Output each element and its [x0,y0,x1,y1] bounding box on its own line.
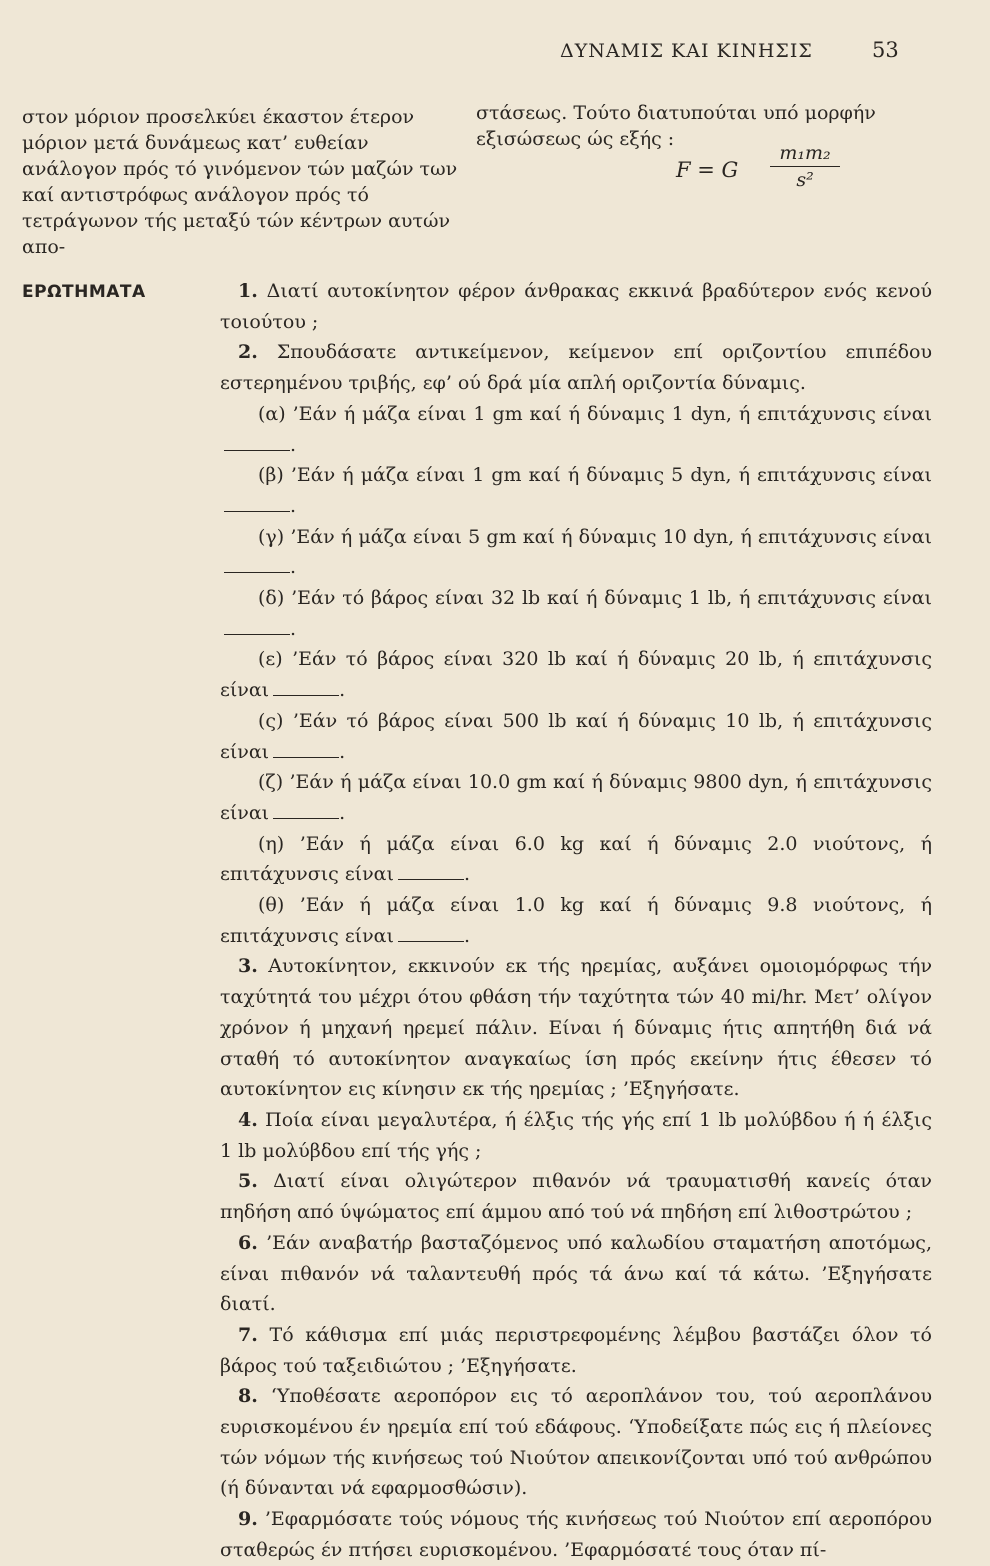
sub-question-text: ’Εάν ή μάζα είναι 1.0 kg καί ή δύναμις 9.8 νιούτονς, ή επιτάχυνσις είναι [220,894,932,947]
question [220,1105,932,1166]
question-number: 9. [238,1508,258,1531]
question-number: 3. [238,955,258,978]
question-text: ’Εφαρμόσατε τούς νόμους τής κινήσεως τού Νιούτον επί αεροπόρου σταθερώς έν πτήσει ευρισκομένου. ’Εφαρμόσατέ τους όταν πί- [220,1508,932,1561]
sub-question-label: (ζ) [258,771,284,794]
question-text: ’Εάν αναβατήρ βασταζόμενος υπό καλωδίου σταματήση αποτόμως, είναι πιθανόν νά ταλαντευθή πρός τά άνω καί τά κάτω. ’Εξηγήσατε διατί. [220,1231,932,1316]
question [220,1228,932,1320]
intro-right-text: στάσεως. Τούτο διατυπούται υπό μορφήν εξισώσεως ώς εξής : [476,102,876,150]
running-title: ΔΥΝΑΜΙΣ ΚΑΙ ΚΙΝΗΣΙΣ [560,40,813,62]
answer-blank [398,927,464,942]
formula-fraction [770,142,840,191]
section-heading: ΕΡΩΤΗΜΑΤΑ [22,282,146,302]
sub-question: (ς) ’Εάν τό βάρος είναι 500 lb καί ή δύναμις 10 lb, ή επιτάχυνσις είναι . [220,709,932,763]
question-number: 6. [238,1231,258,1254]
intro-left-column [22,104,462,260]
sub-question: (ζ) ’Εάν ή μάζα είναι 10.0 gm καί ή δύναμις 9800 dyn, ή επιτάχυνσις είναι . [220,771,932,824]
answer-blank [273,681,339,696]
question-number: 1. [238,280,258,302]
sub-question: (α) ’Εάν ή μάζα είναι 1 gm καί ή δύναμις 1 dyn, ή επιτάχυνσις είναι. [220,399,932,460]
sub-question-text: ’Εάν ή μάζα είναι 6.0 kg καί ή δύναμις 2.0 νιούτονς, ή επιτάχυνσις είναι [220,832,932,886]
question-number: 8. [238,1385,258,1408]
question [220,1166,932,1227]
question-text: Ποία είναι μεγαλυτέρα, ή έλξις τής γής επί 1 lb μολύβδου ή ή έλξις 1 lb μολύβδου επί τής γής ; [220,1108,932,1162]
question-text: Διατί είναι ολιγώτερον πιθανόν νά τραυματισθή κανείς όταν πηδήση από ύψώματος επί άμμου από τού νά πηδήση επί λιθοστρώτου ; [220,1170,932,1224]
sub-question-text: ’Εάν ή μάζα είναι 1 gm καί ή δύναμις 5 dyn, ή επιτάχυνσις είναι [290,464,932,487]
answer-blank [273,804,339,819]
question-text: Σπουδάσατε αντικείμενον, κείμενον επί οριζοντίου επιπέδου εστερημένου τριβής, εφ’ ού δρά μία απλή οριζοντία δύναμις. [220,341,933,395]
sub-question: (ε) ’Εάν τό βάρος είναι 320 lb καί ή δύναμις 20 lb, ή επιτάχυνσις είναι . [220,648,932,702]
answer-blank [273,743,339,758]
question-text: Τό κάθισμα επί μιάς περιστρεφομένης λέμβου βαστάζει όλον τό βάρος τού ταξειδιώτου ; ’Εξηγήσατε. [220,1323,932,1377]
formula-lhs: F = G [676,158,739,182]
question [220,951,932,1105]
sub-question: (θ) ’Εάν ή μάζα είναι 1.0 kg καί ή δύναμις 9.8 νιούτονς, ή επιτάχυνσις είναι . [220,894,932,947]
answer-blank [224,497,290,512]
questions-block [220,276,932,1566]
question-number: 7. [238,1323,258,1346]
formula-denominator: s² [796,169,814,191]
answer-blank [224,436,290,451]
sub-question-label: (γ) [258,525,285,548]
question-text: Αυτοκίνητον, εκκινούν εκ τής ηρεμίας, αυξάνει ομοιομόρφως τήν ταχύτητά του μέχρι ότου φθάση τήν ταχύτητα τών 40 mi/hr. Μετ’ ολίγον χρόνον ή μηχανή ηρεμεί πάλιν. Είναι ή δύναμις ήτις απητήθη διά νά σταθή τό αυτοκίνητον αναγκαίως ίση πρός εκείνην ήτις έθεσεν τό αυτοκίνητον εις κίνησιν εκ τής ηρεμίας ; ’Εξηγήσατε. [220,955,932,1101]
sub-question: (γ) ’Εάν ή μάζα είναι 5 gm καί ή δύναμις 10 dyn, ή επιτάχυνσις είναι. [220,522,932,583]
formula-numerator: m₁m₂ [779,142,831,164]
sub-question-text: ’Εάν τό βάρος είναι 500 lb καί ή δύναμις 10 lb, ή επιτάχυνσις είναι [220,709,932,763]
sub-question-text: ’Εάν ή μάζα είναι 1 gm καί ή δύναμις 1 dyn, ή επιτάχυνσις είναι [292,402,932,425]
question-number: 4. [238,1108,258,1131]
answer-blank [224,620,290,635]
sub-question: (β) ’Εάν ή μάζα είναι 1 gm καί ή δύναμις 5 dyn, ή επιτάχυνσις είναι. [220,460,932,521]
sub-question-text: ’Εάν ή μάζα είναι 5 gm καί ή δύναμις 10 dyn, ή επιτάχυνσις είναι [290,525,933,548]
intro-left-text: στον μόριον προσελκύει έκαστον έτερον μόριον μετά δυνάμεως κατ’ ευθείαν ανάλογον πρός τό γινόμενον τών μαζών των καί αντιστρόφως ανάλογον πρός τό τετράγωνον τής μεταξύ τών κέντρων αυτών απο- [22,106,458,258]
question [220,1381,932,1504]
question [220,1320,932,1381]
question-number: 2. [238,341,258,364]
sub-question-label: (β) [258,464,284,487]
sub-question: (δ) ’Εάν τό βάρος είναι 32 lb καί ή δύναμις 1 lb, ή επιτάχυνσις είναι. [220,583,932,644]
answer-blank [224,558,290,573]
page-number: 53 [872,38,899,62]
sub-question-label: (θ) [258,894,285,917]
sub-question-text: ’Εάν ή μάζα είναι 10.0 gm καί ή δύναμις 9800 dyn, ή επιτάχυνσις είναι [220,771,932,824]
sub-question-label: (ς) [258,709,284,732]
answer-blank [398,865,464,880]
sub-question-label: (η) [258,832,285,855]
sub-question-label: (α) [258,402,286,425]
sub-question-label: (δ) [258,587,285,610]
question [220,1504,932,1565]
fraction-bar [770,166,840,167]
question-text: ‘Υποθέσατε αεροπόρον εις τό αεροπλάνον του, τού αεροπλάνου ευρισκομένου έν ηρεμία επί τού εδάφους. ‘Υποδείξατε πώς εις ή πλείονες τών νόμων τής κινήσεως τού Νιούτον απεικονίζονται υπό τού ανθρώπου (ή δύνανται νά εφαρμοσθώσιν). [220,1385,932,1500]
sub-question-label: (ε) [258,648,283,671]
question [220,337,932,398]
sub-question: (η) ’Εάν ή μάζα είναι 6.0 kg καί ή δύναμις 2.0 νιούτονς, ή επιτάχυνσις είναι . [220,832,932,886]
question-text: Διατί αυτοκίνητον φέρον άνθρακας εκκινά βραδύτερον ενός κενού τοιούτου ; [220,280,932,333]
sub-question-text: ’Εάν τό βάρος είναι 320 lb καί ή δύναμις 20 lb, ή επιτάχυνσις είναι [220,648,932,702]
question [220,276,932,337]
gravitation-formula [676,142,876,198]
question-number: 5. [238,1170,258,1193]
sub-question-text: ’Εάν τό βάρος είναι 32 lb καί ή δύναμις 1 lb, ή επιτάχυνσις είναι [291,587,932,610]
